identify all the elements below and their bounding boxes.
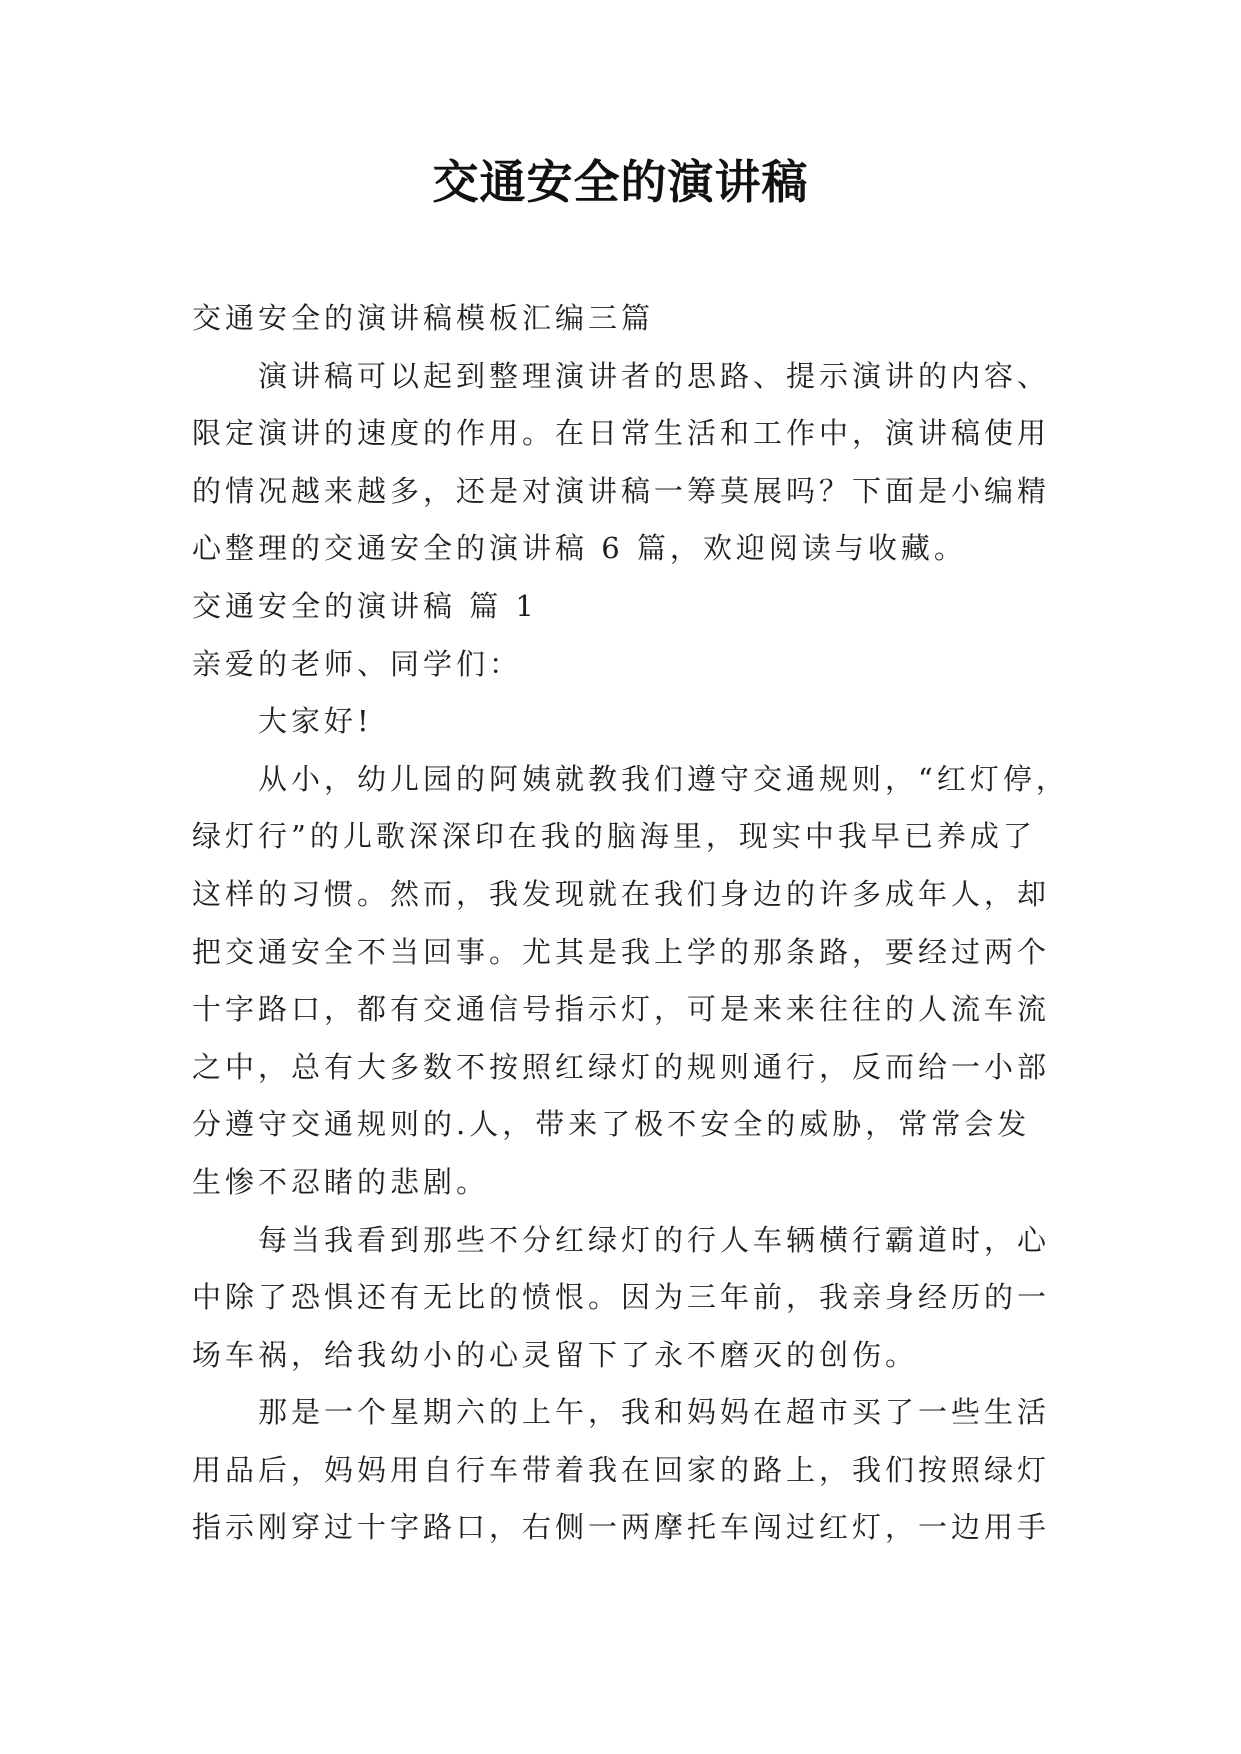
document-title: 交通安全的演讲稿 bbox=[432, 155, 809, 209]
text-line: 生惨不忍睹的悲剧。 bbox=[192, 1164, 490, 1199]
text-line: 之中，总有大多数不按照红绿灯的规则通行，反而给一小部 bbox=[192, 1049, 1051, 1084]
text-line: 交通安全的演讲稿 篇 1 bbox=[192, 588, 538, 623]
text-line: 的情况越来越多，还是对演讲稿一筹莫展吗？下面是小编精 bbox=[192, 473, 1051, 508]
text-line: 场车祸，给我幼小的心灵留下了永不磨灭的创伤。 bbox=[192, 1337, 919, 1372]
text-line: 十字路口，都有交通信号指示灯，可是来来往往的人流车流 bbox=[192, 992, 1051, 1027]
text-line: 从小，幼儿园的阿姨就教我们遵守交通规则，“红灯停， bbox=[258, 761, 1069, 796]
text-line: 把交通安全不当回事。尤其是我上学的那条路，要经过两个 bbox=[192, 934, 1051, 969]
text-line: 心整理的交通安全的演讲稿 6 篇，欢迎阅读与收藏。 bbox=[192, 531, 967, 566]
text-line: 每当我看到那些不分红绿灯的行人车辆横行霸道时，心 bbox=[258, 1222, 1051, 1257]
text-line: 限定演讲的速度的作用。在日常生活和工作中，演讲稿使用 bbox=[192, 416, 1051, 451]
text-line: 绿灯行”的儿歌深深印在我的脑海里，现实中我早已养成了 bbox=[192, 819, 1036, 854]
text-line: 演讲稿可以起到整理演讲者的思路、提示演讲的内容、 bbox=[258, 358, 1051, 393]
text-line: 交通安全的演讲稿模板汇编三篇 bbox=[192, 301, 655, 335]
text-line: 指示刚穿过十字路口，右侧一两摩托车闯过红灯，一边用手 bbox=[192, 1510, 1051, 1545]
text-line: 那是一个星期六的上午，我和妈妈在超市买了一些生活 bbox=[258, 1395, 1051, 1430]
text-line: 分遵守交通规则的.人，带来了极不安全的威胁，常常会发 bbox=[192, 1107, 1031, 1142]
text-line: 亲爱的老师、同学们： bbox=[192, 646, 523, 681]
text-line: 用品后，妈妈用自行车带着我在回家的路上，我们按照绿灯 bbox=[192, 1452, 1051, 1487]
text-line: 这样的习惯。然而，我发现就在我们身边的许多成年人，却 bbox=[192, 876, 1051, 911]
document-body bbox=[192, 290, 1072, 1557]
text-line: 大家好! bbox=[258, 704, 373, 739]
text-line: 中除了恐惧还有无比的愤恨。因为三年前，我亲身经历的一 bbox=[192, 1280, 1051, 1315]
